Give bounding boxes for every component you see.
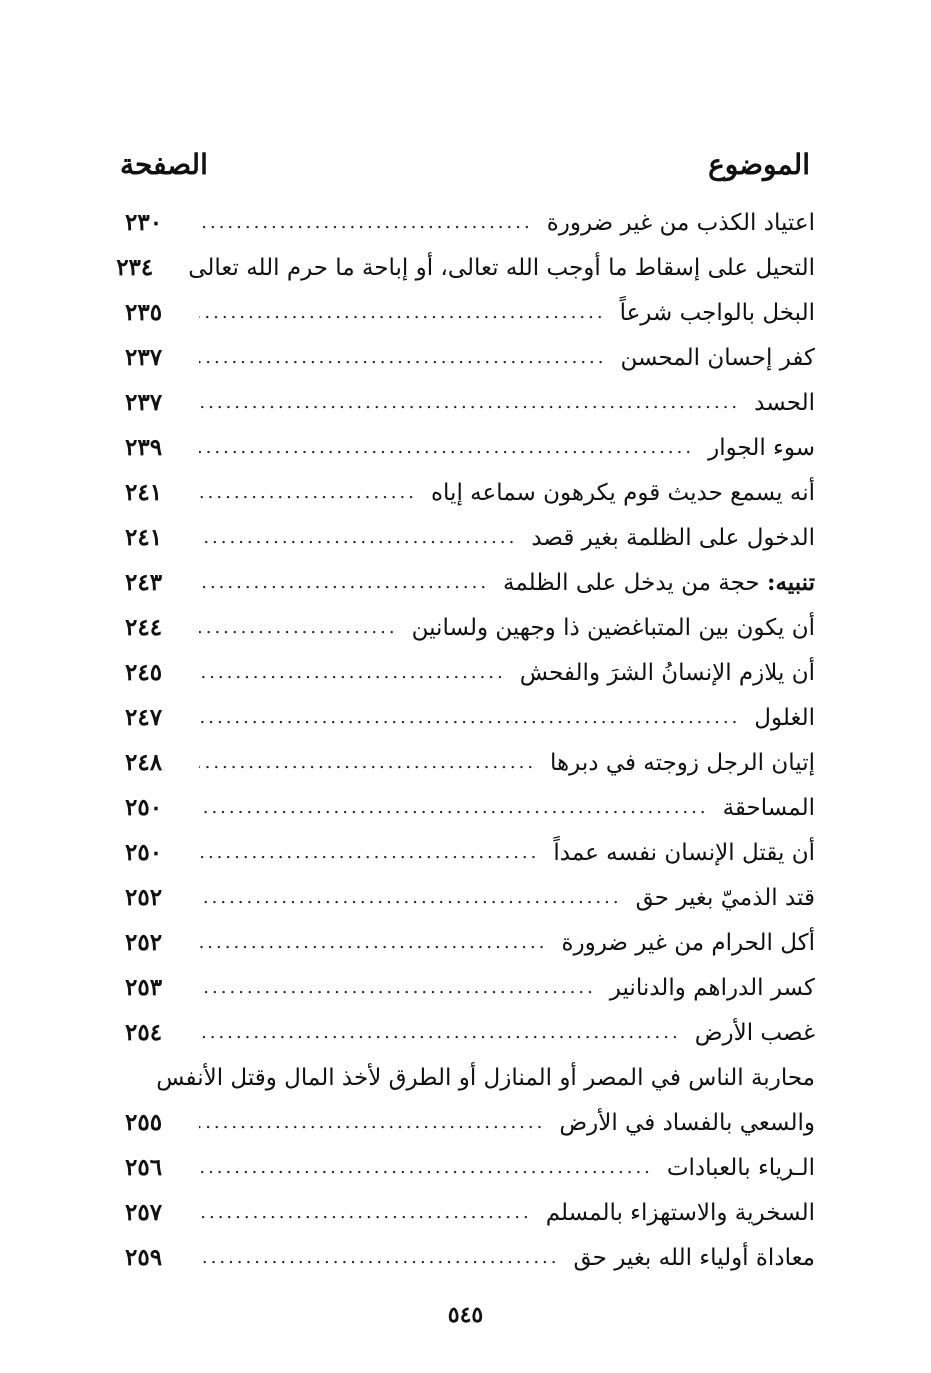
toc-entry-title-text: حجة من يدخل على الظلمة: [503, 570, 760, 596]
toc-entry: [125, 695, 815, 740]
toc-entry-page: ٢٥٤: [125, 1019, 163, 1046]
dot-leader: [199, 842, 539, 863]
toc-entry: [125, 920, 815, 965]
toc-header: [120, 140, 810, 188]
dot-leader: [199, 572, 489, 593]
toc-entry-title: [503, 569, 815, 596]
toc-entry-page: ٢٤٧: [125, 704, 163, 731]
toc-entry-page: ٢٣٥: [125, 299, 163, 326]
toc-entry-title: الغلول: [754, 704, 815, 731]
dot-leader: [199, 392, 740, 413]
toc-entry-title: السخرية والاستهزاء بالمسلم: [545, 1199, 815, 1226]
toc-entry-title: محاربة الناس في المصر أو المنازل أو الطرق لأخذ المال وقتل الأنفس: [156, 1064, 815, 1091]
toc-entry-title: معاداة أولياء الله بغير حق: [573, 1244, 815, 1271]
dot-leader: [199, 347, 607, 368]
toc-entry-page: ٢٣٧: [125, 344, 163, 371]
dot-leader: [199, 527, 517, 548]
toc-entry-title: اعتياد الكذب من غير ضرورة: [546, 209, 815, 236]
toc-entry: [125, 335, 815, 380]
toc-entry-title: أن يكون بين المتباغضين ذا وجهين ولسانين: [411, 614, 815, 641]
dot-leader: [199, 977, 596, 998]
toc-entry-page: ٢٥٢: [125, 929, 163, 956]
toc-entry-title: الحسد: [754, 389, 815, 416]
toc-entry-title: أن يقتل الإنسان نفسه عمداً: [553, 839, 815, 866]
toc-entry-page: ٢٤٣: [125, 569, 163, 596]
toc-entry-first-line: [125, 1055, 815, 1100]
toc-entry-title: كفر إحسان المحسن: [620, 344, 815, 371]
toc-entry: [125, 425, 815, 470]
toc-entry-page: ٢٤١: [125, 524, 163, 551]
dot-leader: [199, 1112, 545, 1133]
dot-leader: [199, 482, 417, 503]
dot-leader: [199, 617, 398, 638]
toc-entry-page: ٢٣٧: [125, 389, 163, 416]
toc-entry-title: إتيان الرجل زوجته في دبرها: [550, 749, 815, 776]
toc-entry-page: ٢٣٤: [116, 254, 154, 281]
page-number: ٥٤٥: [447, 1302, 484, 1328]
toc-entry-page: ٢٤٥: [125, 659, 163, 686]
toc-entry: [125, 875, 815, 920]
toc-entry-title: أن يلازم الإنسانُ الشرَ والفحش: [519, 659, 815, 686]
dot-leader: [199, 1247, 560, 1268]
note-label: تنبيه:: [766, 569, 815, 596]
toc-entry: [125, 560, 815, 605]
toc-entry: [116, 245, 815, 290]
toc-entry-page: ٢٥٣: [125, 974, 163, 1001]
dot-leader: [199, 437, 694, 458]
toc-entry: [125, 1235, 815, 1280]
toc-entry: [125, 200, 815, 245]
toc-entry-page: ٢٥٦: [125, 1154, 163, 1181]
toc-entry-title: البخل بالواجب شرعاً: [619, 299, 815, 326]
toc-entry-title: والسعي بالفساد في الأرض: [559, 1109, 815, 1136]
toc-entry-page: ٢٥٩: [125, 1244, 163, 1271]
toc-entry: [125, 830, 815, 875]
page-column-header: الصفحة: [120, 147, 208, 181]
toc-entry-title: أكل الحرام من غير ضرورة: [561, 929, 815, 956]
dot-leader: [199, 797, 709, 818]
toc-entry: [125, 740, 815, 785]
toc-entry-page: ٢٥٧: [125, 1199, 163, 1226]
toc-entry-title: كسر الدراهم والدنانير: [609, 974, 815, 1001]
toc-entry-page: ٢٤٤: [125, 614, 163, 641]
toc-entry-page: ٢٥٢: [125, 884, 163, 911]
toc-entry-page: ٢٣٩: [125, 434, 163, 461]
dot-leader: [199, 1202, 532, 1223]
dot-leader: [199, 887, 622, 908]
toc-entry-title: أنه يسمع حديث قوم يكرهون سماعه إياه: [430, 479, 815, 506]
toc-entry: [125, 1190, 815, 1235]
dot-leader: [199, 932, 547, 953]
toc-entry-title: الدخول على الظلمة بغير قصد: [531, 524, 815, 551]
toc-entry: [125, 470, 815, 515]
dot-leader: [199, 302, 606, 323]
toc-entry: [125, 785, 815, 830]
toc-entry-title: قتد الذميّ بغير حق: [635, 884, 815, 911]
dot-leader: [199, 1022, 681, 1043]
toc-entry: [125, 1010, 815, 1055]
toc-entry: [125, 1145, 815, 1190]
toc-entry: [125, 1100, 815, 1145]
toc-entry-title: سوء الجوار: [708, 434, 815, 461]
toc-entry: [125, 380, 815, 425]
toc-entry-title: الـرياء بالعبادات: [666, 1154, 815, 1181]
toc-entry-page: ٢٥٥: [125, 1109, 163, 1136]
toc-entry-page: ٢٥٠: [125, 794, 163, 821]
dot-leader: [199, 212, 533, 233]
toc-entry: [125, 290, 815, 335]
dot-leader: [199, 1157, 653, 1178]
dot-leader: [199, 707, 740, 728]
toc-entry-page: ٢٤١: [125, 479, 163, 506]
toc-entry: [125, 605, 815, 650]
toc-entry: [125, 650, 815, 695]
toc-entry-page: ٢٤٨: [125, 749, 163, 776]
toc-entry-title: المساحقة: [722, 794, 815, 821]
table-of-contents: [116, 200, 815, 1280]
toc-entry-title: غصب الأرض: [694, 1019, 815, 1046]
dot-leader: [199, 662, 506, 683]
topic-column-header: الموضوع: [708, 147, 810, 181]
dot-leader: [199, 752, 536, 773]
toc-entry: [125, 965, 815, 1010]
toc-entry: [125, 515, 815, 560]
toc-entry-page: ٢٣٠: [125, 209, 163, 236]
toc-entry-title: التحيل على إسقاط ما أوجب الله تعالى، أو إباحة ما حرم الله تعالى: [188, 254, 815, 281]
toc-entry-page: ٢٥٠: [125, 839, 163, 866]
